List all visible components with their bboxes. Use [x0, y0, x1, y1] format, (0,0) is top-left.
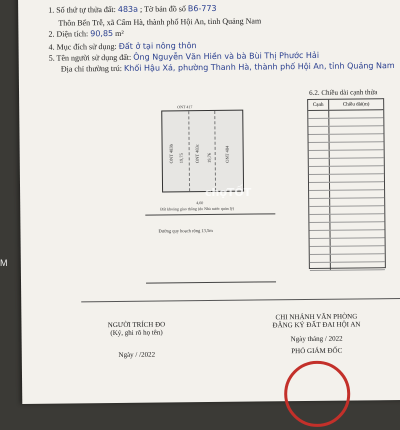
surveyor-title: NGƯỜI TRÍCH ĐO: [107, 320, 166, 330]
table-body: [308, 110, 385, 271]
boundary-note: Đất khoảng giao thông (do Nhà nước quản lý): [160, 205, 235, 212]
table-col-divider: [330, 247, 331, 254]
edge-text: M: [0, 258, 8, 268]
surveyor-date: Ngày / /2022: [118, 350, 156, 359]
table-header-edge: Cạnh: [312, 102, 324, 108]
strip-label: 19,75: [178, 153, 184, 164]
office-signature-block: [251, 312, 381, 355]
table-col-divider: [329, 207, 330, 214]
strip-label: ONT 483c: [194, 144, 200, 164]
sheet-number: B6-773: [187, 3, 217, 14]
table-col-divider: [328, 135, 329, 142]
office-role: PHÓ GIÁM ĐỐC: [291, 346, 343, 356]
parcel-label: 1. Số thứ tự thửa đất:: [48, 4, 116, 15]
purpose-value: Đất ở tại nông thôn: [118, 41, 197, 51]
strip-label: ONT 484: [224, 145, 230, 163]
road-edge-line: [146, 281, 276, 283]
table-col-divider: [328, 127, 329, 134]
table-col-divider: [328, 119, 329, 126]
table-header-length: Chiều dài(m): [328, 99, 383, 110]
table-col-divider: [329, 159, 330, 166]
road-note: Đường quy hoạch rộng 13,5m: [158, 227, 213, 234]
table-row: [310, 262, 385, 271]
owner-value: Ông Nguyễn Văn Hiền và bà Bùi Thị Phước Hải: [133, 50, 320, 62]
owner-line: [49, 51, 319, 63]
table-col-divider: [329, 223, 330, 230]
table-col-divider: [328, 111, 329, 118]
parcel-number-line: [48, 4, 217, 15]
office-title-1: CHI NHÁNH VĂN PHÒNG: [275, 312, 358, 322]
area-unit: m²: [115, 28, 124, 38]
purpose-line: [49, 41, 197, 52]
official-stamp: [284, 361, 351, 428]
table-col-divider: [330, 255, 331, 262]
table-col-divider: [329, 143, 330, 150]
address-line: [61, 61, 395, 73]
address-label: Địa chỉ thường trú:: [60, 63, 123, 74]
table-col-divider: [329, 151, 330, 158]
strip-label: ONT 483b: [168, 144, 174, 164]
area-line: [48, 29, 123, 39]
office-date: Ngày tháng / 2022: [290, 334, 343, 344]
land-plot-diagram: [161, 110, 244, 193]
table-col-divider: [329, 183, 330, 190]
table-col-divider: [329, 231, 330, 238]
strip-label: 19,76: [206, 152, 212, 164]
table-col-divider: [329, 191, 330, 198]
marketplace-watermark: chợTỐT: [205, 186, 252, 199]
table-header: [308, 99, 383, 111]
document-page: [18, 0, 400, 404]
office-title-2: ĐĂNG KÝ ĐẤT ĐAI HỘI AN: [272, 320, 361, 330]
divider: [81, 298, 400, 302]
table-title: 6.2. Chiều dài cạnh thửa: [309, 88, 378, 97]
plot-divider: [214, 111, 216, 191]
area-label: 2. Diện tích:: [48, 29, 89, 39]
table-col-divider: [330, 239, 331, 246]
location-line: Thôn Bến Trễ, xã Cẩm Hà, thành phố Hội An, tỉnh Quảng Nam: [58, 16, 262, 28]
edge-length-table: [307, 98, 386, 269]
table-col-divider: [329, 175, 330, 182]
plan-top-label: ONT 417: [177, 104, 193, 110]
plot-divider: [188, 111, 190, 191]
sheet-label: ; Tờ bản đồ số: [139, 4, 186, 14]
table-col-divider: [330, 263, 331, 270]
owner-label: 5. Tên người sử dụng đất:: [48, 52, 132, 63]
purpose-label: 4. Mục đích sử dụng:: [48, 41, 117, 52]
surveyor-signature-block: [81, 320, 191, 359]
parcel-number: 483a: [117, 4, 139, 14]
table-col-divider: [329, 215, 330, 222]
table-col-divider: [329, 167, 330, 174]
address-value: Khối Hậu Xá, phường Thanh Hà, thành phố Hội An, tỉnh Quảng Nam: [123, 61, 395, 73]
road-edge-line: [145, 213, 275, 215]
plan-bottom-dim: 4,60: [196, 200, 204, 206]
table-col-divider: [329, 199, 330, 206]
area-value: 90,85: [90, 29, 114, 39]
surveyor-subtitle: (Ký, ghi rõ họ tên): [110, 328, 163, 338]
